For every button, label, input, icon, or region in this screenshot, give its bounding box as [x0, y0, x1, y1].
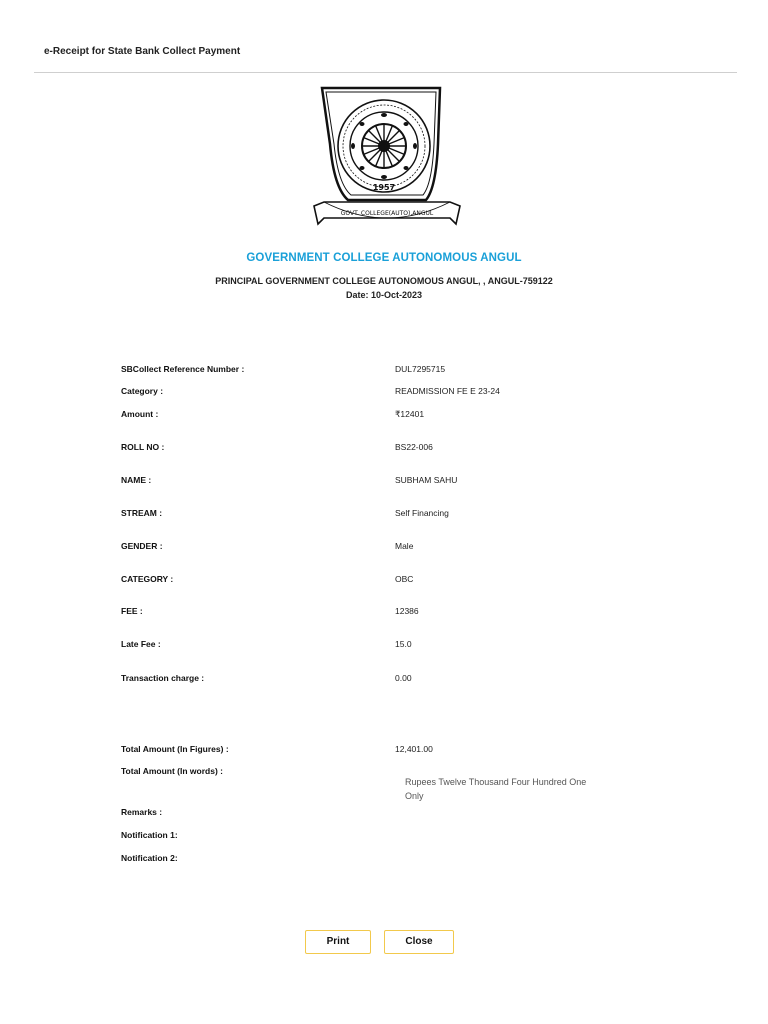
detail-label: ROLL NO : — [121, 442, 165, 452]
close-button[interactable]: Close — [384, 930, 454, 954]
detail-value: SUBHAM SAHU — [395, 475, 458, 485]
college-seal-logo-icon — [308, 84, 466, 236]
detail-label: Transaction charge : — [121, 673, 205, 683]
remarks-label: Remarks : — [121, 807, 163, 817]
detail-row-name — [121, 475, 721, 489]
detail-value: BS22-006 — [395, 442, 433, 452]
detail-label: STREAM : — [121, 508, 163, 518]
total-words-label: Total Amount (In words) : — [121, 766, 223, 776]
detail-row-roll-no — [121, 442, 721, 456]
detail-row-amount — [121, 409, 721, 423]
total-words-value: Rupees Twelve Thousand Four Hundred One Only — [405, 777, 587, 801]
detail-label: Late Fee : — [121, 639, 161, 649]
detail-value: 15.0 — [395, 639, 412, 649]
notification-2-row — [121, 853, 721, 867]
detail-value: ₹12401 — [395, 409, 425, 419]
receipt-date: Date: 10-Oct-2023 — [345, 290, 423, 300]
detail-value: OBC — [395, 574, 414, 584]
detail-value: DUL7295715 — [395, 364, 446, 374]
detail-label: FEE : — [121, 606, 143, 616]
total-figures-row — [121, 744, 721, 758]
notification-1-label: Notification 1: — [121, 830, 178, 840]
detail-label: Category : — [121, 386, 164, 396]
detail-label: CATEGORY : — [121, 574, 174, 584]
detail-value: READMISSION FE E 23-24 — [395, 386, 500, 396]
svg-text:1957: 1957 — [372, 183, 396, 192]
print-button[interactable]: Print — [305, 930, 371, 954]
svg-text:GOVT. COLLEGE(AUTO),ANGUL: GOVT. COLLEGE(AUTO),ANGUL — [340, 210, 434, 217]
detail-row-stream — [121, 508, 721, 522]
notification-2-label: Notification 2: — [121, 853, 178, 863]
detail-label: GENDER : — [121, 541, 163, 551]
college-address: PRINCIPAL GOVERNMENT COLLEGE AUTONOMOUS ANGUL, , ANGUL-759122 — [215, 276, 553, 286]
page-title: e-Receipt for State Bank Collect Payment — [44, 46, 241, 57]
total-figures-value: 12,401.00 — [395, 744, 433, 754]
detail-row-category — [121, 386, 721, 400]
detail-value: Male — [395, 541, 414, 551]
total-figures-label: Total Amount (In Figures) : — [121, 744, 229, 754]
detail-row-late-fee — [121, 639, 721, 653]
detail-value: Self Financing — [395, 508, 449, 518]
detail-value: 0.00 — [395, 673, 412, 683]
college-name: GOVERNMENT COLLEGE AUTONOMOUS ANGUL — [246, 252, 522, 264]
detail-value: 12386 — [395, 606, 419, 616]
detail-row-caste-category — [121, 574, 721, 588]
header-divider — [34, 72, 737, 73]
detail-row-fee — [121, 606, 721, 620]
detail-row-reference — [121, 364, 721, 378]
detail-row-gender — [121, 541, 721, 555]
detail-label: Amount : — [121, 409, 159, 419]
detail-label: NAME : — [121, 475, 152, 485]
notification-1-row — [121, 830, 721, 844]
detail-label: SBCollect Reference Number : — [121, 364, 245, 374]
remarks-row — [121, 807, 721, 821]
detail-row-transaction-charge — [121, 673, 721, 687]
